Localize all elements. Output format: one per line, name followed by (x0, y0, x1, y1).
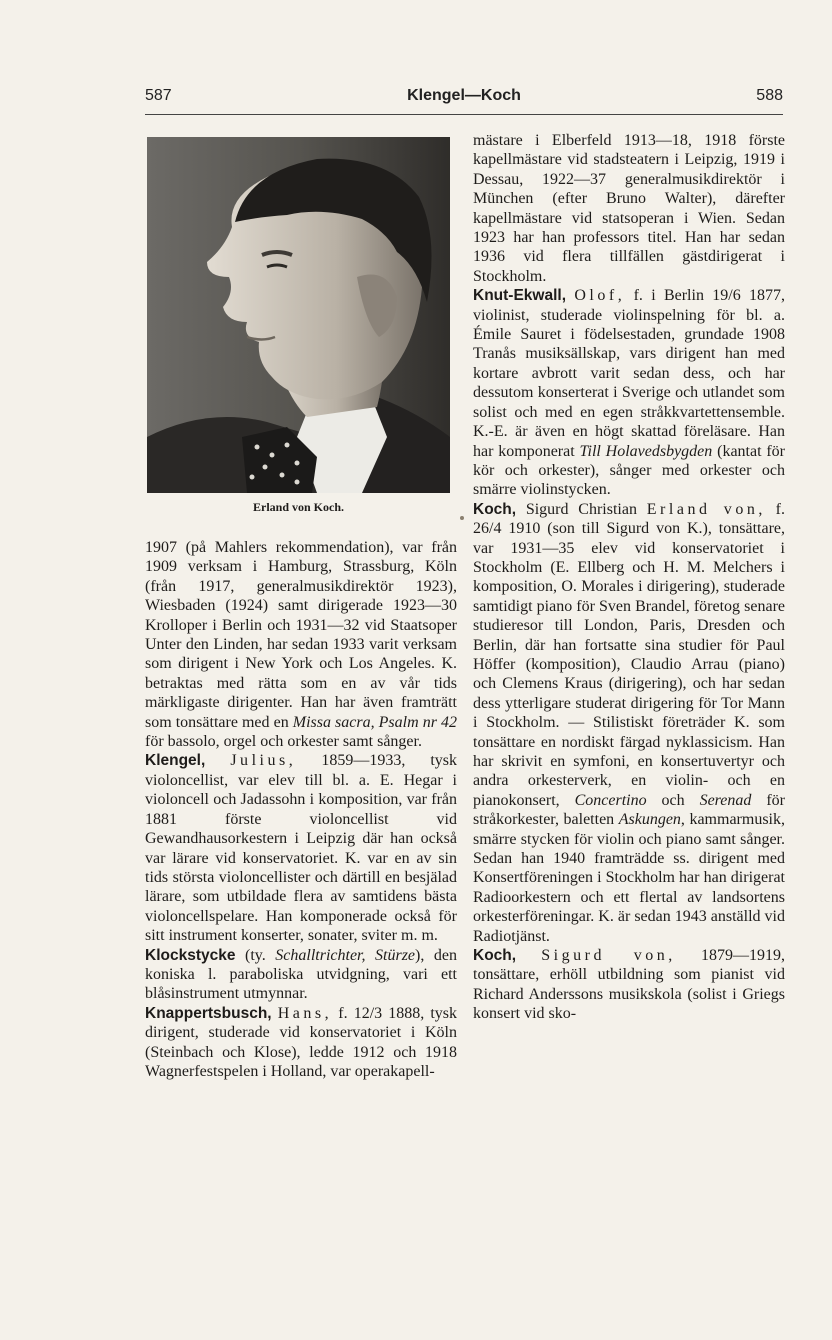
entry-text: 1879—1919, tonsättare, erhöll utbildning som pianist vid Richard Anderssons musikskola (solist i Griegs konsert vid sko- (473, 947, 786, 1023)
work-title: Serenad (699, 791, 752, 809)
entry-koch-sigurd (473, 946, 785, 1024)
running-header (145, 84, 783, 108)
work-title: Askungen (618, 811, 681, 829)
entry-text: och (646, 791, 700, 809)
entry-forename: Hans, (277, 1004, 333, 1022)
entry-headword: Klockstycke (145, 946, 236, 964)
entry-forename: Julius, (230, 752, 297, 770)
continuation-paragraph: mästare i Elberfeld 1913—18, 1918 förste kapellmästare vid stadsteatern i Leipzig, 1919 i Dessau, 1922—37 generalmusikdirektör i München (efter Bruno Walter), därefter kapellmästare vid statsoperan i Wien. Sedan 1923 har han professors titel. Han har sedan 1936 vid flera tillfällen gästdirigerat i Stockholm. (473, 132, 785, 285)
entry-text: för stråkorkester, baletten (473, 791, 785, 829)
photo-caption: Erland von Koch. (252, 500, 345, 514)
entry-headword: Koch, (473, 947, 517, 965)
paragraph-text-end: för bassolo, orgel och orkester samt sånger. (145, 733, 422, 751)
entry-text-end: , kammarmusik, smärre stycken för violin och piano samt sånger. Sedan han 1940 framträdde ss. dirigent med Konsertföreningen i Stockholm har han dirigerat Radioorkestern och ett flertal av landsortens orkesterföreningar. K. är sedan 1943 anställd vid Radiotjänst. (473, 811, 785, 945)
portrait-illustration (147, 137, 450, 493)
entry-headword: Koch, (473, 500, 517, 518)
entry-knappertsbusch (145, 1004, 457, 1082)
page-number-left: 587 (145, 87, 172, 104)
entry-text-end: ), den koniska l. paraboliska utvidgning, vari ett blåsinstrument utmynnar. (145, 946, 457, 1003)
entry-headword: Knappertsbusch, (145, 1004, 272, 1022)
entry-forename: Erland von, (646, 500, 766, 518)
entry-knut-ekwall (473, 286, 785, 499)
work-title: Missa sacra, Psalm nr 42 (292, 713, 457, 731)
header-title: Klengel—Koch (407, 87, 521, 104)
entry-text: f. 26/4 1910 (son till Sigurd von K.), tonsättare, var 1931—35 elev vid konservatoriet i Stockholm (E. Ellberg och H. M. Melchers i komposition, O. Morales i dirigering), studerade samtidigt piano för Sven Brandel, företog senare studieresor till London, Paris, Dresden och Berlin, där han fortsatte sina studier för Paul Höffer (komposition), Claudio Arrau (piano) och Clemens Kraus (dirigering), och har sedan dess ytterligare studerat dirigering för Tor Mann i Stockholm. — Stilistiskt företräder K. som tonsättare en nordiskt färgad nyklassicism. Han har skrivit en symfoni, en konsertuvertyr och andra orkesterverk, en violin- och en pianokonsert, (473, 500, 785, 809)
term-italic: Schalltrichter, Stürze (275, 946, 416, 964)
paragraph-text: 1907 (på Mahlers rekommendation), var från 1909 verksam i Hamburg, Strassburg, Köln (från 1917, generalmusikdirektör 1923), Wiesbaden (1924) samt dirigerade 1923—30 Krolloper i Berlin och 1931—32 vid Staatsoper Unter den Linden, har sedan 1933 varit verksam som dirigent i New York och Los Angeles. K. betraktas med rätta som en av vår tids märkligaste dirigenter. Han har även framträtt som tonsättare med en (145, 539, 457, 731)
continuation-paragraph (145, 538, 457, 751)
entry-klengel (145, 751, 457, 945)
work-title: Till Holavedsbygden (579, 442, 713, 460)
entry-forename: Olof, (574, 287, 626, 305)
entry-headword: Klengel, (145, 752, 206, 770)
work-title: Concertino (574, 791, 647, 809)
page-number-right: 588 (756, 87, 783, 104)
left-column (145, 538, 457, 1081)
entry-text: f. 12/3 1888, tysk dirigent, studerade vid konservatoriet i Köln (Steinbach och Klose), ledde 1912 och 1918 Wagnerfestspelen i Holland, var operakapell- (145, 1004, 457, 1080)
portrait-photo (147, 137, 450, 493)
entry-names: Sigurd Christian (516, 500, 647, 518)
entry-text: (ty. (235, 946, 276, 964)
entry-text: f. i Berlin 19/6 1877, violinist, studerade violinspelning för bl. a. Émile Sauret i födelsestaden, grundade 1908 Tranås musiksällskap, vars dirigent han med kortare avbrott varit sedan dess, och har dessutom konserterat i Sverige och utlandet som solist och med en egen stråkkvartettensemble. K.-E. är även en högt skattad föreläsare. Han har komponerat (473, 287, 785, 460)
header-rule (145, 114, 783, 115)
entry-headword: Knut-Ekwall, (473, 287, 567, 305)
margin-speck (460, 516, 464, 520)
entry-text: 1859—1933, tysk violoncellist, var elev till bl. a. E. Hegar i violoncell och Jadassohn i komposition, var från 1881 förste violoncellist vid Gewandhausorkestern i Leipzig där han också var lärare vid konservatoriet. K. var en av sin tids största violoncellister och därtill en besjälad lärare, som utbildade flera av samtidens bästa violoncellspelare. Han komponerade också för sitt instrument konserter, sonater, sviter m. m. (145, 752, 457, 945)
entry-text-end: (kantat för kör och orkester), sånger med orkester och smärre violinstycken. (473, 442, 786, 499)
right-column (473, 131, 785, 1024)
entry-klockstycke (145, 946, 457, 1004)
entry-forename: Sigurd von, (541, 947, 676, 965)
entry-koch-erland (473, 500, 785, 946)
